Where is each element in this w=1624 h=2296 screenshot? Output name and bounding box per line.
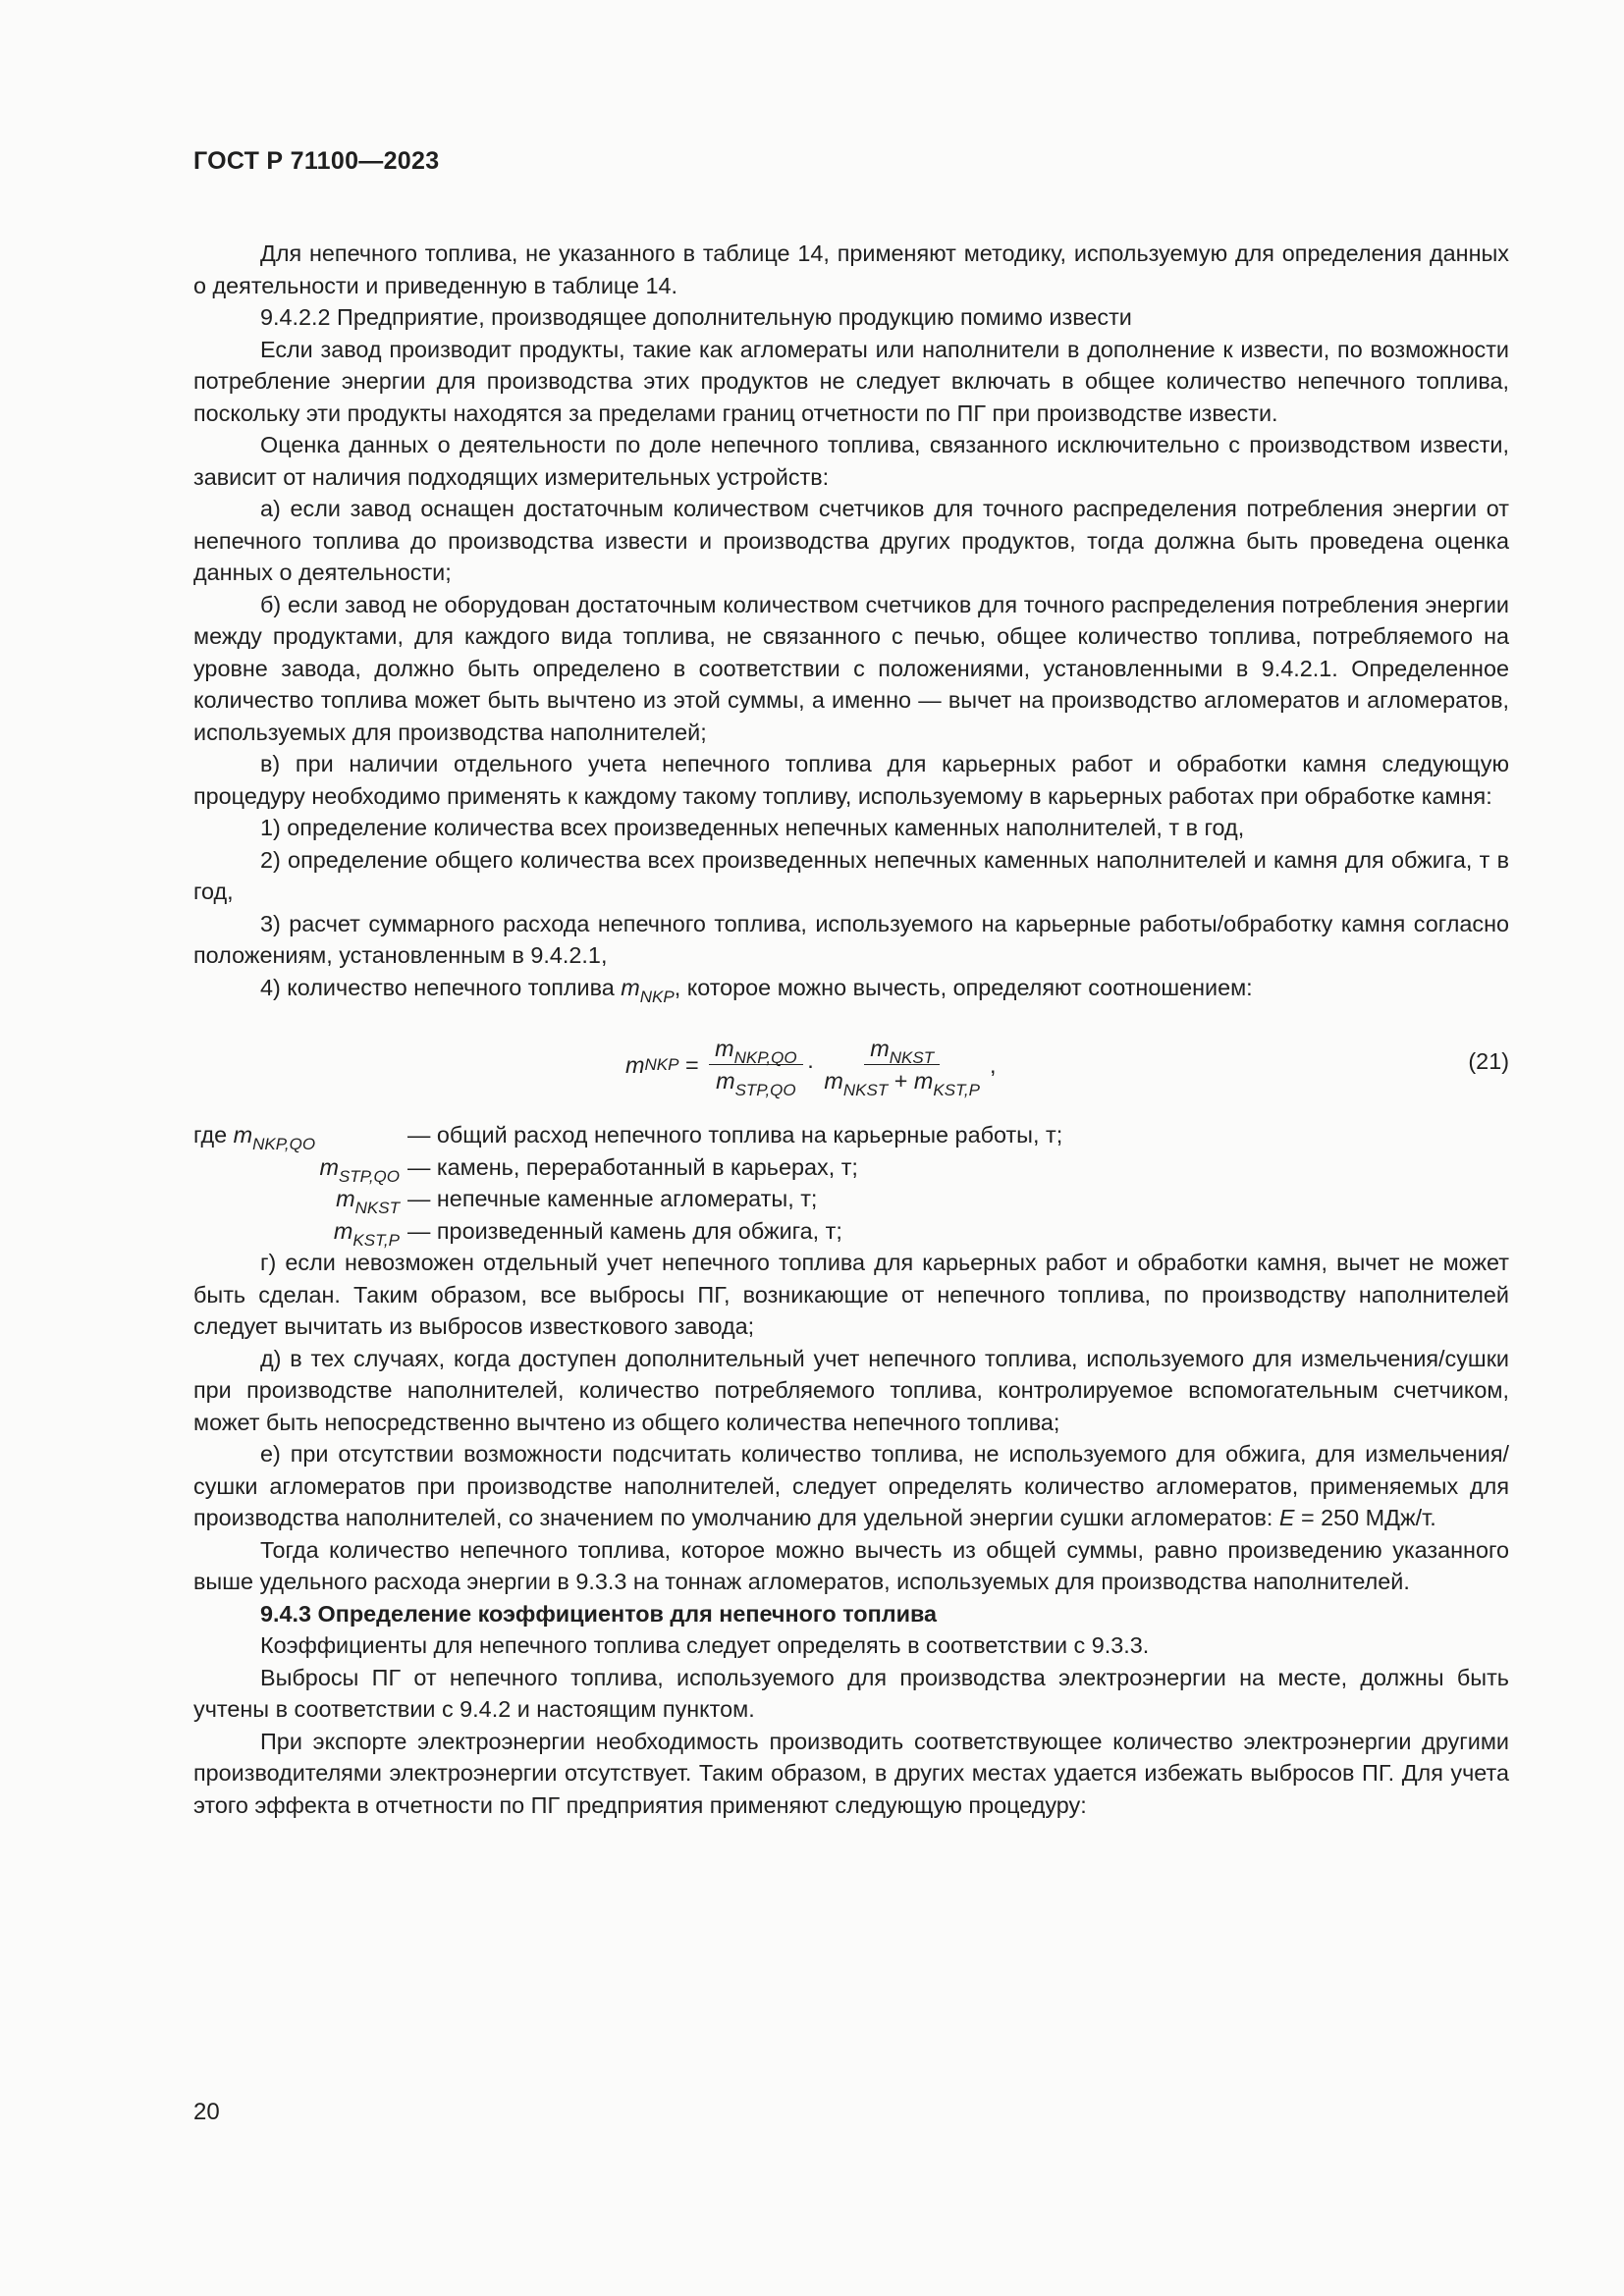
section-heading-9-4-3: 9.4.3 Определение коэффициентов для непечного топлива (260, 1600, 938, 1627)
legend-symbol (193, 1215, 407, 1248)
legend-row (193, 1151, 1509, 1184)
legend-symbol-letter: m (233, 1122, 253, 1148)
formula-comma: , (989, 1051, 997, 1078)
legend-symbol (193, 1151, 407, 1184)
legend-symbol-sub: NKST (354, 1199, 400, 1217)
fraction-2-numerator (864, 1036, 940, 1065)
formula-legend (193, 1119, 1509, 1250)
list-item-a: а) если завод оснащен достаточным количеством счетчиков для точного распределения потребления энергии от непечного топлива до производства извести и производства других продуктов, тогда должна быть проведена оценка данных о деятельности; (193, 496, 1509, 585)
legend-symbol (193, 1119, 407, 1151)
paragraph: Коэффициенты для непечного топлива следует определять в соответствии с 9.3.3. (260, 1632, 1150, 1658)
multiply-dot: · (806, 1051, 815, 1078)
formula-body: m NKP = $\frac{m_{NKP,QO}}{m_{STP,QO}}$ · $\frac{m_{NKST}}{m_{NKST} + m_{KST,P}}$ , (625, 1036, 997, 1099)
legend-row (193, 1119, 1509, 1151)
fraction-2-denominator-symbol-b: m (913, 1068, 934, 1094)
legend-text: — непечные каменные агломераты, т; (407, 1186, 818, 1211)
equation-number: (21) (1468, 1048, 1509, 1074)
legend-symbol-letter: m (319, 1153, 339, 1180)
legend-symbol-sub: NKP,QO (252, 1135, 316, 1153)
fraction-2-denominator-symbol-a: m (824, 1068, 843, 1094)
paragraph: Выбросы ПГ от непечного топлива, используемого для производства электроэнергии на месте, должны быть учтены в соответствии с 9.4.2 и настоящим пунктом. (193, 1664, 1509, 1722)
paragraph: Тогда количество непечного топлива, которое можно вычесть из общей суммы, равно произведению указанного выше удельного расхода энергии в 9.3.3 на тоннаж агломератов, используемых для производства наполнителей. (193, 1536, 1509, 1594)
sub-item-4 (193, 972, 1509, 1004)
fraction-2-numerator-sub: NKST (889, 1048, 935, 1067)
list-item-g: г) если невозможен отдельный учет непечного топлива для карьерных работ и обработки камня, вычет не может быть сделан. Таким образом, все выбросы ПГ, возникающие от непечного топлива, по производству наполнителей следует вычитать из выбросов известкового завода; (193, 1250, 1509, 1339)
fraction-2-denominator-sub-a: NKST (842, 1081, 889, 1099)
document-page (193, 147, 1509, 1821)
paragraph: При экспорте электроэнергии необходимость производить соответствующее количество электроэнергии другими производителями электроэнергии отсутствует. Таким образом, в других местах удается избежать выбросов ПГ. Для учета этого эффекта в отчетности по ПГ предприятия применяют следующую процедуру: (193, 1728, 1509, 1818)
fraction-2-denominator (818, 1065, 986, 1099)
legend-row (193, 1183, 1509, 1215)
sub-item-4-text-end: , которое можно вычесть, определяют соотношением: (674, 974, 1253, 1000)
sub-item-2: 2) определение общего количества всех произведенных непечных каменных наполнителей и камня для обжига, т в год, (193, 846, 1509, 904)
fraction-1-numerator-symbol: m (715, 1036, 734, 1061)
legend-symbol-letter: m (333, 1217, 353, 1244)
plus-sign: + (888, 1068, 914, 1094)
legend-symbol (193, 1183, 407, 1215)
paragraph: Если завод производит продукты, такие как агломераты или наполнители в дополнение к извести, по возможности потребление энергии для производства этих продуктов не следует включать в общее количество непечного топлива, поскольку эти продукты находятся за пределами границ отчетности по ПГ при производстве извести. (193, 336, 1509, 426)
list-item-e-text: е) при отсутствии возможности подсчитать количество топлива, не используемого для обжига, для измельчения/сушки агломератов при производстве наполнителей, следует определять количество агломератов, применяемых для производства наполнителей, со значением по умолчанию для удельной энергии сушки агломератов: (193, 1441, 1509, 1530)
legend-text: — общий расход непечного топлива на карьерные работы, т; (407, 1122, 1063, 1148)
paragraph: Оценка данных о деятельности по доле непечного топлива, связанного исключительно с производством извести, зависит от наличия подходящих измерительных устройств: (193, 432, 1509, 490)
list-item-d: д) в тех случаях, когда доступен дополнительный учет непечного топлива, используемого для измельчения/сушки при производстве наполнителей, количество потребляемого топлива, контролируемое вспомогательным счетчиком, может быть непосредственно вычтено из общего количества непечного топлива; (193, 1345, 1509, 1435)
legend-symbol-letter: m (336, 1186, 355, 1211)
fraction-1-denominator-sub: STP,QO (734, 1081, 796, 1099)
list-item-v: в) при наличии отдельного учета непечного топлива для карьерных работ и обработки камня следующую процедуру необходимо применять к каждому такому топливу, используемому в карьерных работах при обработке камня: (193, 751, 1509, 809)
formula-lhs: m (625, 1051, 645, 1078)
list-item-e (193, 1438, 1509, 1534)
fraction-2-denominator-sub-b: KST,P (933, 1081, 980, 1099)
list-item-b: б) если завод не оборудован достаточным количеством счетчиков для точного распределения потребления энергии между продуктами, для каждого вида топлива, не связанного с печью, общее количество топлива, потребляемого на уровне завода, должно быть определено в соответствии с положениями, установленными в 9.4.2.1. Определенное количество топлива может быть вычтено из этой суммы, а именно — вычет на производство агломератов и агломератов, используемых для производства наполнителей; (193, 591, 1509, 745)
fraction-2-numerator-symbol: m (870, 1036, 890, 1061)
fraction-1-numerator (709, 1036, 802, 1065)
symbol-subscript: NKP (639, 987, 675, 1006)
fraction-1-denominator (710, 1065, 802, 1099)
legend-symbol-sub: STP,QO (338, 1166, 400, 1186)
fraction-1-denominator-symbol: m (716, 1068, 735, 1094)
sub-item-1: 1) определение количества всех произведенных непечных каменных наполнителей, т в год, (260, 815, 1245, 840)
equals-sign: = (678, 1051, 706, 1078)
legend-text: — камень, переработанный в карьерах, т; (407, 1153, 858, 1180)
sub-item-4-text: 4) количество непечного топлива (260, 974, 622, 1000)
fraction-1 (709, 1036, 802, 1099)
fraction-2 (818, 1036, 986, 1099)
document-header-title: ГОСТ Р 71100—2023 (193, 147, 440, 175)
symbol-energy: E (1278, 1505, 1295, 1530)
sub-item-3: 3) расчет суммарного расхода непечного топлива, используемого на карьерные работы/обработку камня согласно положениям, установленным в 9.4.2.1, (193, 910, 1509, 968)
list-item-e-value: = 250 МДж/т. (1294, 1505, 1436, 1530)
symbol: m (621, 974, 640, 1000)
section-heading-9-4-2-2: 9.4.2.2 Предприятие, производящее дополнительную продукцию помимо извести (260, 304, 1132, 330)
legend-prefix: где (193, 1122, 234, 1148)
legend-symbol-sub: KST,P (352, 1230, 400, 1250)
page-number: 20 (193, 2099, 220, 2125)
legend-row (193, 1215, 1509, 1248)
legend-text: — произведенный камень для обжига, т; (407, 1217, 842, 1244)
fraction-1-numerator-sub: NKP,QO (733, 1048, 797, 1067)
paragraph: Для непечного топлива, не указанного в таблице 14, применяют методику, используемую для определения данных о деятельности и приведенную в таблице 14. (193, 240, 1509, 298)
formula-21 (193, 1021, 1509, 1109)
